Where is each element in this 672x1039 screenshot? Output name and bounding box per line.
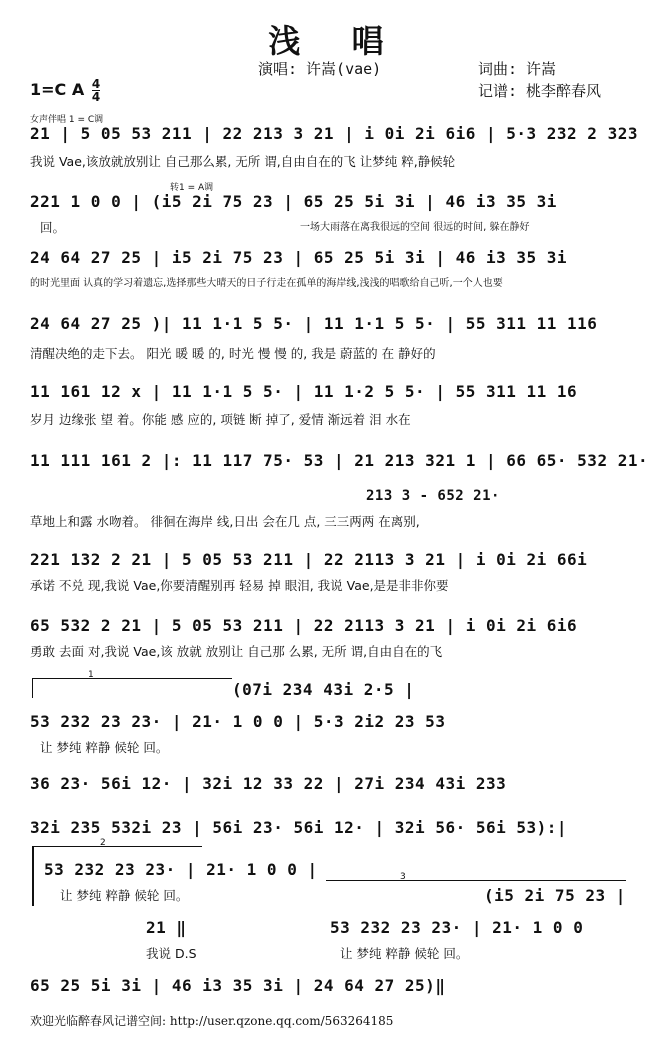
lyric-row-4: 清醒决绝的走下去。 阳光 暖 暖 的, 时光 慢 慢 的, 我是 蔚蓝的 在 静好的	[30, 346, 436, 361]
lyric-row-8: 勇敢 去面 对,我说 Vae,该 放就 放别让 自己那 么累, 无所 谓,自由自在的飞	[30, 644, 443, 659]
time-signature	[92, 78, 100, 103]
score-row-12: 32i 235 532i 23 | 56i 23· 56i 12· | 32i 56· 56i 53):|	[30, 818, 568, 837]
singer-credit: 演唱: 许嵩(vae)	[258, 60, 382, 78]
lyric-row-6: 草地上和露 水吻着。 徘徊在海岸 线,日出 会在几 点, 三三两两 在离别,	[30, 514, 420, 529]
volta-3-label: 3	[400, 872, 406, 882]
volta-2-label: 2	[100, 838, 106, 848]
score-row-13: 53 232 23 23· | 21· 1 0 0 |	[44, 860, 318, 879]
score-row-7: 221 132 2 21 | 5 05 53 211 | 22 2113 3 21 | i 0i 2i 66i	[30, 550, 588, 569]
time-bottom: 4	[91, 90, 101, 104]
lyric-row-2-narration: 一场大雨落在离我很远的空间 很远的时间, 躲在静好	[300, 222, 530, 233]
transcriber-credit: 记谱: 桃李醉春风	[478, 82, 602, 100]
score-row-11: 36 23· 56i 12· | 32i 12 33 22 | 27i 234 43i 233	[30, 774, 507, 793]
volta-2-bar	[32, 846, 34, 906]
lyric-row-1: 我说 Vae,该放就放别让 自己那么累, 无所 谓,自由自在的飞 让梦纯 粹,静候轮	[30, 154, 456, 169]
composer-credit: 词曲: 许嵩	[478, 60, 557, 78]
lyric-row-5: 岁月 边缘张 望 着。你能 感 应的, 项链 断 掉了, 爱情 渐远着 泪 水在	[30, 412, 411, 427]
time-top: 4	[91, 77, 101, 91]
volta-2-line	[32, 846, 202, 847]
lyric-row-7: 承诺 不兑 现,我说 Vae,你要清醒别再 轻易 掉 眼泪, 我说 Vae,是是非非你要	[30, 578, 449, 593]
volta-1-hook	[32, 678, 33, 698]
score-row-9-intro: (07i 234 43i 2·5 |	[232, 680, 415, 699]
score-row-6: 11 111 161 2 |: 11 117 75· 53 | 21 213 321 1 | 66 65· 532 21·	[30, 451, 649, 470]
key-label: 1=C A	[30, 80, 85, 99]
score-row-14: (i5 2i 75 23 |	[484, 886, 626, 905]
key-signature	[30, 78, 100, 103]
volta-1-label: 1	[88, 670, 94, 680]
score-row-2: 221 1 0 0 | (i5 2i 75 23 | 65 25 5i 3i | 46 i3 35 3i	[30, 192, 557, 211]
score-row-16: 53 232 23 23· | 21· 1 0 0	[330, 918, 584, 937]
score-row-3: 24 64 27 25 | i5 2i 75 23 | 65 25 5i 3i | 46 i3 35 3i	[30, 248, 568, 267]
volta-3-line	[326, 880, 626, 881]
modulation-mark: 转1 = A调	[170, 183, 214, 193]
song-title: 浅 唱	[268, 22, 404, 60]
lyric-row-15: 我说 D.S	[146, 946, 197, 961]
score-row-17: 65 25 5i 3i | 46 i3 35 3i | 24 64 27 25)‖	[30, 976, 446, 995]
lyric-row-3: 的时光里面 认真的学习着遗忘,选择那些大晴天的日子行走在孤单的海岸线,浅浅的唱歌给自己听,一个人也要	[30, 278, 503, 289]
score-row-4: 24 64 27 25 )| 11 1·1 5 5· | 11 1·1 5 5· | 55 311 11 116	[30, 314, 598, 333]
footer-link-text: 欢迎光临醉春风记谱空间: http://user.qzone.qq.com/563264185	[30, 1014, 394, 1028]
lyric-row-10: 让 梦纯 粹静 候轮 回。	[40, 740, 169, 755]
score-row-10: 53 232 23 23· | 21· 1 0 0 | 5·3 2i2 23 53	[30, 712, 446, 731]
score-row-1: 21 | 5 05 53 211 | 22 213 3 21 | i 0i 2i 6i6 | 5·3 232 2 323	[30, 124, 638, 143]
lyric-row-2: 回。	[40, 220, 66, 235]
score-row-15: 21 ‖	[146, 918, 187, 937]
score-row-5: 11 161 12 x | 11 1·1 5 5· | 11 1·2 5 5· | 55 311 11 16	[30, 382, 578, 401]
score-row-8: 65 532 2 21 | 5 05 53 211 | 22 2113 3 21 | i 0i 2i 6i6	[30, 616, 578, 635]
lyric-row-13: 让 梦纯 粹静 候轮 回。	[60, 888, 189, 903]
lyric-row-16: 让 梦纯 粹静 候轮 回。	[340, 946, 469, 961]
volta-1-line	[32, 678, 232, 679]
score-row-6-alt: 213 3 - 652 21·	[366, 488, 500, 504]
intro-note: 女声伴唱 1 = C调	[30, 115, 104, 125]
